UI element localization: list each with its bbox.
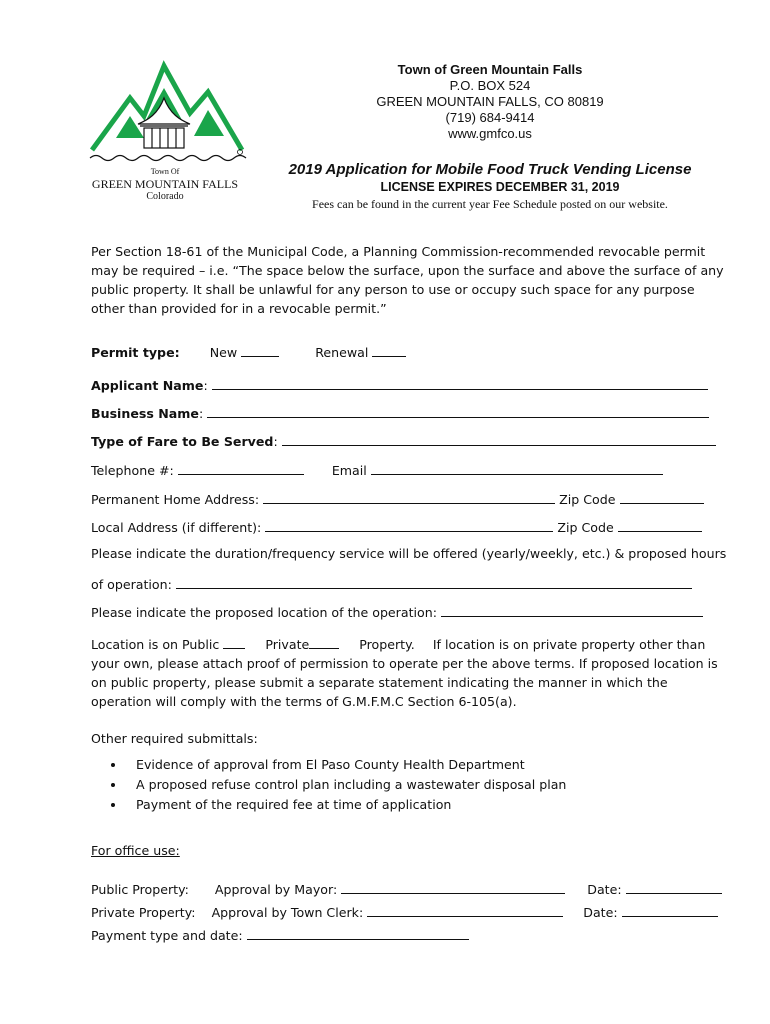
home-address-label: Permanent Home Address: [91,492,260,507]
clerk-date-field[interactable] [622,903,718,917]
home-address-field[interactable] [263,490,555,504]
license-expiry: LICENSE EXPIRES DECEMBER 31, 2019 [380,180,620,194]
public-property-label: Public Property: [91,882,189,897]
private-property-row [91,903,718,920]
fees-note: Fees can be found in the current year Fee Schedule posted on our website. [312,197,668,211]
applicant-label: Applicant Name [91,378,204,393]
public-label: Location is on Public [91,637,220,652]
operation-hours-field[interactable] [176,575,692,589]
list-item: • Payment of the required fee at time of application [126,795,668,815]
telephone-email-row [91,461,663,478]
date-label: Date: [583,905,618,920]
phone-number: (719) 684-9414 [445,110,535,125]
city-state-zip: GREEN MOUNTAIN FALLS, CO 80819 [376,94,604,109]
mayor-date-field[interactable] [626,880,722,894]
fare-type-field[interactable] [282,432,716,446]
website: www.gmfco.us [448,126,532,141]
submittals-heading: Other required submittals: [91,731,258,746]
location-row [91,603,703,620]
fare-label: Type of Fare to Be Served [91,434,274,449]
private-label: Private [265,637,310,652]
local-address-label: Local Address (if different): [91,520,262,535]
home-address-row [91,490,704,507]
town-name: Town of Green Mountain Falls [397,62,583,77]
address-block [300,62,680,142]
private-property-label: Private Property: [91,905,196,920]
mayor-approval-label: Approval by Mayor: [214,882,338,897]
telephone-label: Telephone #: [91,463,174,478]
public-property-row [91,880,722,897]
logo-town-name: GREEN MOUNTAIN FALLS [91,177,239,191]
location-instructions: If location is on private property other than your own, please attach proof of permission to operate per the above terms. If proposed location is on public property, please submit a separate statement indicating the manner in which the operation will comply with the terms of G.M.F.M.C Section 6-105(a). [91,637,718,709]
mayor-approval-field[interactable] [341,880,565,894]
payment-label: Payment type and date: [91,928,243,943]
payment-row [91,926,469,943]
location-field[interactable] [441,603,703,617]
list-item: • A proposed refuse control plan including a wastewater disposal plan [126,775,668,795]
business-label: Business Name [91,406,199,421]
submittals-list [108,755,668,815]
fare-row: Type of Fare to Be Served: [91,432,716,449]
po-box: P.O. BOX 524 [449,78,531,93]
location-label: Please indicate the proposed location of the operation: [91,605,437,620]
local-zip-field[interactable] [618,518,702,532]
email-field[interactable] [371,461,663,475]
office-use-heading: For office use: [91,843,180,858]
property-label: Property. [359,637,415,652]
logo-town-of: Town Of [150,167,180,176]
permit-type-label: Permit type: [91,345,180,360]
local-address-row [91,518,702,535]
applicant-row: Applicant Name: [91,376,708,393]
list-item: • Evidence of approval from El Paso County Health Department [126,755,668,775]
applicant-name-field[interactable] [212,376,708,390]
email-label: Email [331,463,367,478]
intro-paragraph: Per Section 18-61 of the Municipal Code, a Planning Commission-recommended revocable permit may be required – i.e. “The space below the surface, upon the surface and above the surface of any public property. It shall be unlawful for any person to use or occupy such space for any purpose other than provided for in a revocable permit.” [91,244,724,316]
payment-field[interactable] [247,926,469,940]
location-paragraph [91,635,723,711]
public-field[interactable] [223,635,245,649]
clerk-approval-field[interactable] [367,903,563,917]
local-address-field[interactable] [265,518,553,532]
logo-state: Colorado [146,191,184,202]
business-row: Business Name: [91,404,709,421]
permit-renewal-field[interactable] [372,343,406,357]
permit-renewal-label: Renewal [315,345,369,360]
local-zip-label: Zip Code [557,520,614,535]
operation-hours-row [91,575,692,592]
mountain-gazebo-icon [82,58,252,173]
permit-new-field[interactable] [241,343,279,357]
duration-prompt: Please indicate the duration/frequency service will be offered (yearly/weekly, etc.) & proposed hours [91,546,727,561]
permit-type-row [91,343,406,360]
home-zip-field[interactable] [620,490,704,504]
home-zip-label: Zip Code [559,492,616,507]
telephone-field[interactable] [178,461,304,475]
clerk-approval-label: Approval by Town Clerk: [211,905,364,920]
of-operation-label: of operation: [91,577,172,592]
permit-new-label: New [209,345,238,360]
application-title: 2019 Application for Mobile Food Truck Vending License [288,161,692,178]
private-field[interactable] [309,635,339,649]
date-label: Date: [587,882,622,897]
business-name-field[interactable] [207,404,709,418]
